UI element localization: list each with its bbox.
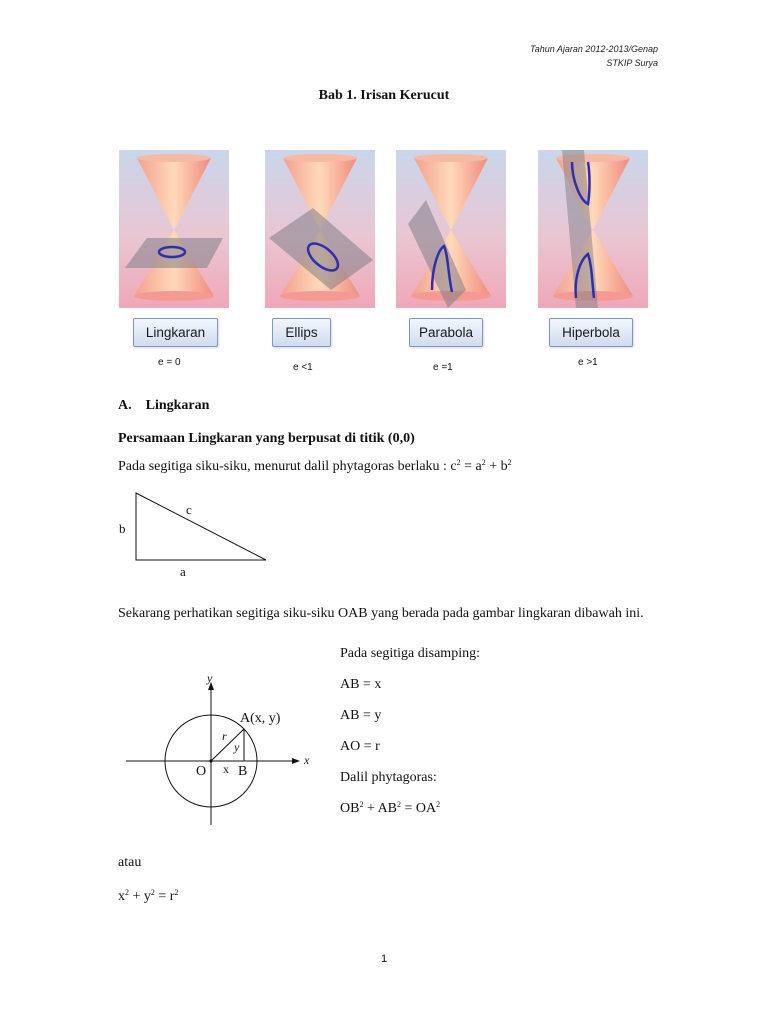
triangle-note-ab-x: AB = x <box>340 677 382 692</box>
point-a-label: A(x, y) <box>240 711 281 726</box>
pythagoras-statement: Pada segitiga siku-siku, menurut dalil phytagoras berlaku : $c^2 = a^2 + b^2$ <box>118 458 512 474</box>
triangle-note-ao-r: AO = r <box>340 739 380 754</box>
cone-ellipse-figure <box>265 150 375 308</box>
segment-x-label: x <box>223 762 229 776</box>
observe-triangle-text: Sekarang perhatikan segitiga siku-siku OAB yang berada pada gambar lingkaran dibawah ini. <box>118 606 644 621</box>
label-lingkaran: Lingkaran <box>133 318 218 347</box>
y-axis-label: y <box>207 671 213 685</box>
origin-label: O <box>196 764 207 779</box>
cone-hyperbola-figure <box>538 150 648 308</box>
x-axis-label: x <box>304 753 310 767</box>
right-triangle-diagram <box>116 488 276 580</box>
cone-circle-figure <box>119 150 229 308</box>
page-number: 1 <box>380 953 388 965</box>
label-ellips: Ellips <box>272 318 331 347</box>
chapter-title: Bab 1. Irisan Kerucut <box>318 88 450 103</box>
triangle-label-b: b <box>119 521 126 536</box>
eccentricity-circle: e = 0 <box>158 357 181 368</box>
radius-label: r <box>222 729 227 743</box>
pythagoras-label: Dalil phytagoras: <box>340 770 437 785</box>
triangle-label-c: c <box>186 502 192 517</box>
circle-coordinate-diagram <box>120 670 320 830</box>
eccentricity-parabola: e =1 <box>433 362 453 373</box>
triangle-note-heading: Pada segitiga disamping: <box>340 646 480 661</box>
pythagoras-ob-ab-oa: $OB^2 + AB^2 = OA^2$ <box>340 800 441 816</box>
eccentricity-ellipse: e <1 <box>293 362 313 373</box>
subheading-circle-equation: Persamaan Lingkaran yang berpusat di titik (0,0) <box>118 431 415 446</box>
point-b-label: B <box>238 764 248 779</box>
label-hiperbola: Hiperbola <box>549 318 633 347</box>
triangle-label-a: a <box>180 564 186 579</box>
header-institution: STKIP Surya <box>606 58 658 68</box>
eccentricity-hyperbola: e >1 <box>578 357 598 368</box>
section-heading-lingkaran: A. Lingkaran <box>118 398 210 413</box>
atau-text: atau <box>118 855 142 870</box>
triangle-note-ab-y: AB = y <box>340 708 382 723</box>
segment-y-label: y <box>234 740 240 754</box>
cone-parabola-figure <box>396 150 506 308</box>
circle-equation: $x^2 + y^2 = r^2$ <box>118 888 179 904</box>
header-academic-year: Tahun Ajaran 2012-2013/Genap <box>530 44 658 54</box>
label-parabola: Parabola <box>409 318 483 347</box>
